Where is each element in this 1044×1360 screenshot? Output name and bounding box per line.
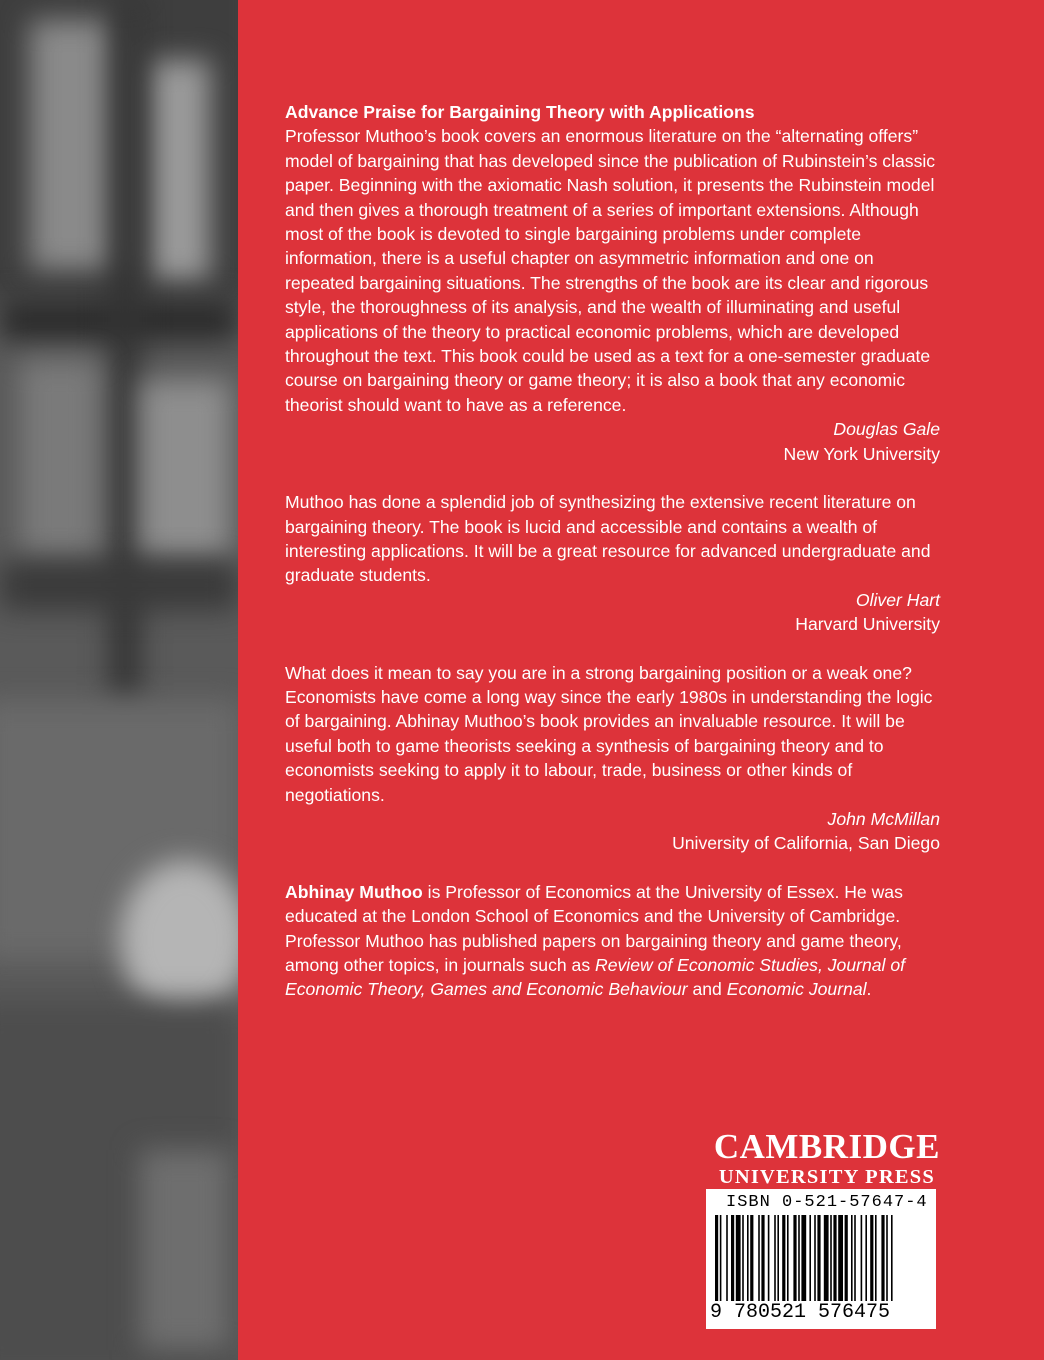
quote-2-text: Muthoo has done a splendid job of synthesizing the extensive recent literature on bargaining theory. The book is lucid and accessible and contains a wealth of interesting applications. It will be a great resource for advanced undergraduate and graduate students. [285,492,931,586]
barcode-bars [713,1215,929,1301]
quote-1-text: Professor Muthoo’s book covers an enormous literature on the “alternating offers” model of bargaining that has developed since the publication of Rubinstein’s classic paper. Beginning with the axiomatic Nash solution, it presents the Rubinstein model and then gives a thorough treatment of a series of important extensions. Although most of the book is devoted to single bargaining problems under complete information, there is a useful chapter on asymmetric information and one on repeated bargaining situations. The strengths of the book are its clear and rigorous style, the thoroughness of its analysis, and the wealth of illuminating and useful applications of the theory to practical economic problems, which are developed throughout the text. This book could be used as a text for a one-semester graduate course on bargaining theory or game theory; it is also a book that any economic theorist should want to have as a reference. [285,126,936,415]
barcode-number: 9 780521 576475 [710,1301,891,1324]
bio-journals-2: Economic Journal [726,979,867,1000]
quote-1-attribution [285,417,940,466]
back-cover-text [285,100,940,1002]
bio-text-1: is Professor of Economics at the University of Essex. He was educated at the London School of Economics and the University of Cambridge. Professor Muthoo has published papers on bargaining theory and game theory, among other topics, in journals such as [285,881,903,975]
publisher-logo [714,1128,940,1188]
quote-2-author: Oliver Hart [855,589,940,610]
quote-3-attribution [285,807,940,856]
author-name: Abhinay Muthoo [285,881,423,902]
quote-3-author: John McMillan [827,808,940,829]
publisher-subtitle: UNIVERSITY PRESS [718,1166,935,1188]
quote-1-affiliation: New York University [783,443,940,464]
publisher-name: CAMBRIDGE [713,1127,940,1166]
quote-3-affiliation: University of California, San Diego [672,833,940,854]
quote-2-attribution [285,588,940,637]
praise-heading: Advance Praise for Bargaining Theory with Applications [285,102,755,122]
isbn-barcode [706,1189,936,1329]
cover-photo-strip [0,0,238,1360]
bio-journals-1: Review of Economic Studies, Journal of Economic Theory, Games and Economic Behaviour [285,955,906,1000]
quote-2-affiliation: Harvard University [795,614,940,635]
bio-text-2: and [687,979,727,1000]
author-bio [285,880,940,1002]
bio-text-3: . [866,979,872,1000]
quote-1-author: Douglas Gale [833,419,940,440]
isbn-label: ISBN 0-521-57647-4 [726,1193,928,1212]
quote-3-text: What does it mean to say you are in a strong bargaining position or a weak one? Economists have come a long way since the early 1980s in understanding the logic of bargaining. Abhinay Muthoo’s book provides an invaluable resource. It will be useful both to game theorists seeking a synthesis of bargaining theory and to economists seeking to apply it to labour, trade, business or other kinds of negotiations. [285,662,933,805]
